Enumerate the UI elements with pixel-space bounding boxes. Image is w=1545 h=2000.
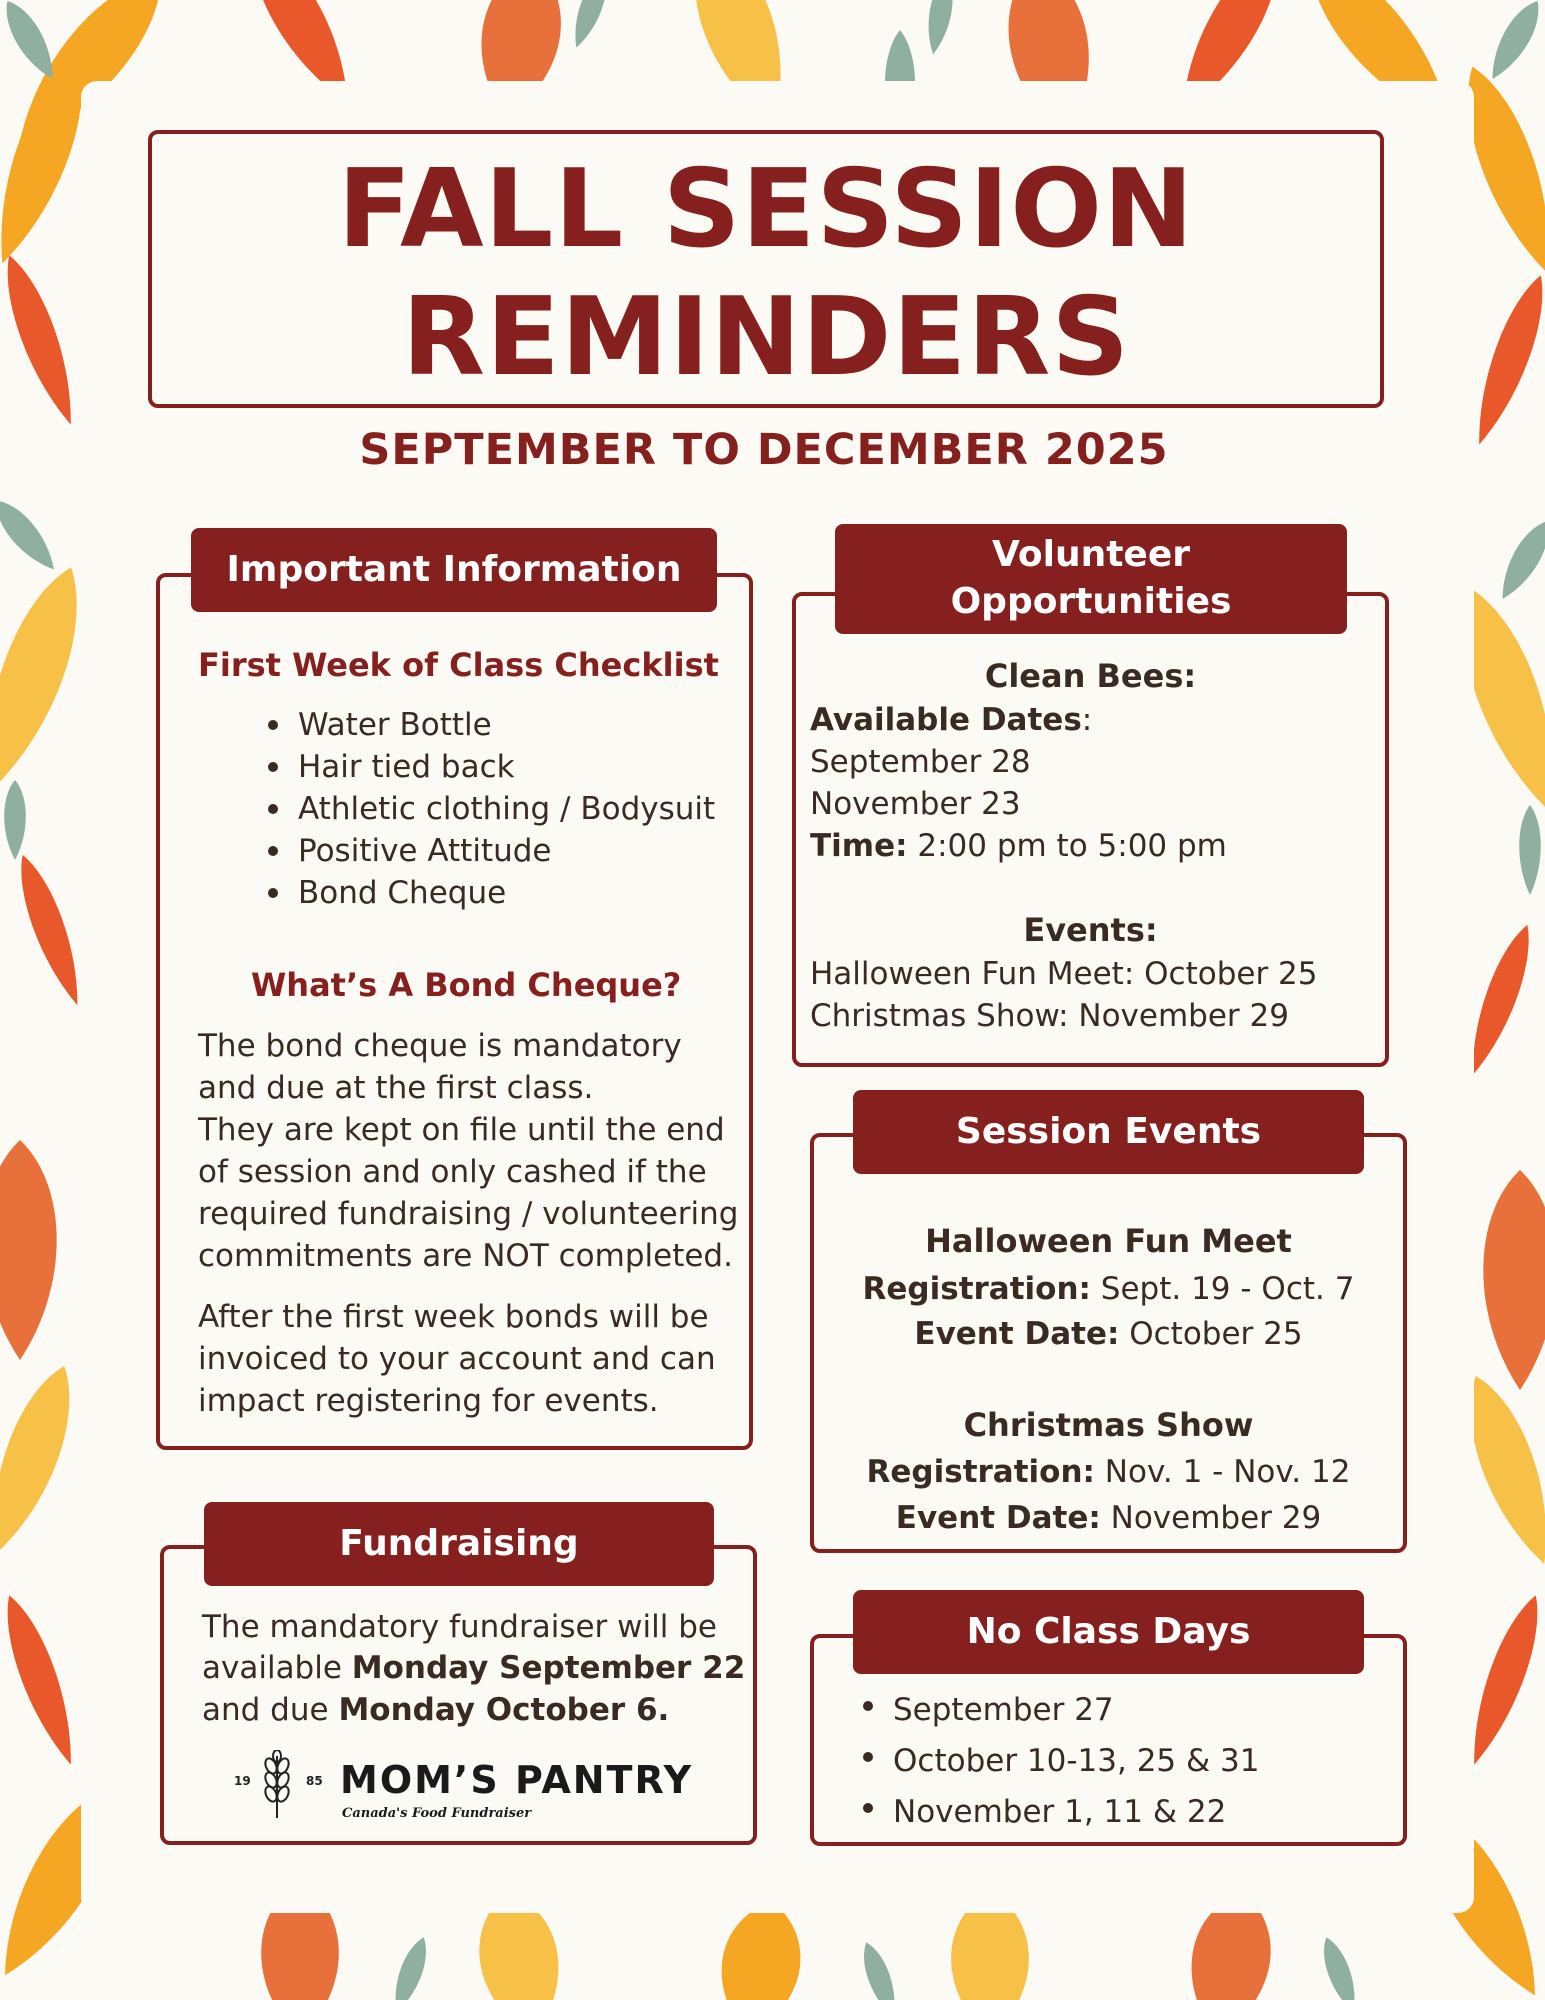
session-event-date: Event Date: November 29 [895,1500,1322,1536]
no-class-days-list [855,1685,1259,1838]
list-item: November 1, 11 & 22 [855,1787,1259,1838]
logo-tagline: Canada's Food Fundraiser [342,1806,532,1821]
checklist-title: First Week of Class Checklist [198,646,719,684]
page-title-line-1: FALL SESSION [337,147,1195,272]
fundraising-line-3: and due Monday October 6. [202,1692,670,1728]
logo-name: MOM’S PANTRY [340,1758,694,1802]
logo-year-left: 19 [234,1774,251,1788]
volunteer-events-title: Events: [1023,911,1158,949]
moms-pantry-logo [232,1748,694,1826]
no-class-days-heading: No Class Days [853,1590,1364,1674]
list-item: Athletic clothing / Bodysuit [260,788,715,830]
list-item: Positive Attitude [260,830,715,872]
list-item: Bond Cheque [260,872,715,914]
bond-paragraph-2: After the first week bonds will be invoiced to your account and can impact registering for events. [198,1299,716,1419]
logo-year-right: 85 [306,1774,323,1788]
page-subtitle: SEPTEMBER TO DECEMBER 2025 [359,425,1169,475]
volunteer-event: Halloween Fun Meet: October 25 [810,956,1318,992]
checklist [260,704,715,914]
wheat-icon [262,1750,292,1820]
important-information-heading: Important Information [191,528,717,612]
clean-bees-title: Clean Bees: [984,657,1197,695]
volunteer-time: Time: 2:00 pm to 5:00 pm [810,828,1227,864]
session-event-registration: Registration: Sept. 19 - Oct. 7 [862,1271,1355,1307]
session-event-registration: Registration: Nov. 1 - Nov. 12 [866,1454,1351,1490]
session-events-heading: Session Events [853,1090,1364,1174]
fundraising-heading: Fundraising [204,1502,714,1586]
bond-cheque-title: What’s A Bond Cheque? [251,966,682,1004]
session-event-date: Event Date: October 25 [914,1316,1303,1352]
volunteer-event: Christmas Show: November 29 [810,998,1289,1034]
fundraising-line-2: available Monday September 22 [202,1650,746,1686]
title-box [148,130,1384,408]
volunteer-date: September 28 [810,744,1031,780]
volunteer-opportunities-heading: Volunteer Opportunities [835,524,1347,634]
session-event-name: Christmas Show [963,1406,1254,1444]
bond-paragraph-1: The bond cheque is mandatory and due at the first class. They are kept on file until the end of session and only cashed if the required fundraising / volunteering commitments are NOT completed. [198,1028,739,1274]
list-item: Water Bottle [260,704,715,746]
session-event-name: Halloween Fun Meet [925,1222,1292,1260]
list-item: October 10-13, 25 & 31 [855,1736,1259,1787]
available-dates-line: Available Dates: [810,702,1093,738]
page-title-line-2: REMINDERS [401,275,1131,400]
list-item: September 27 [855,1685,1259,1736]
list-item: Hair tied back [260,746,715,788]
fundraising-line-1: The mandatory fundraiser will be [202,1609,717,1645]
volunteer-date: November 23 [810,786,1021,822]
